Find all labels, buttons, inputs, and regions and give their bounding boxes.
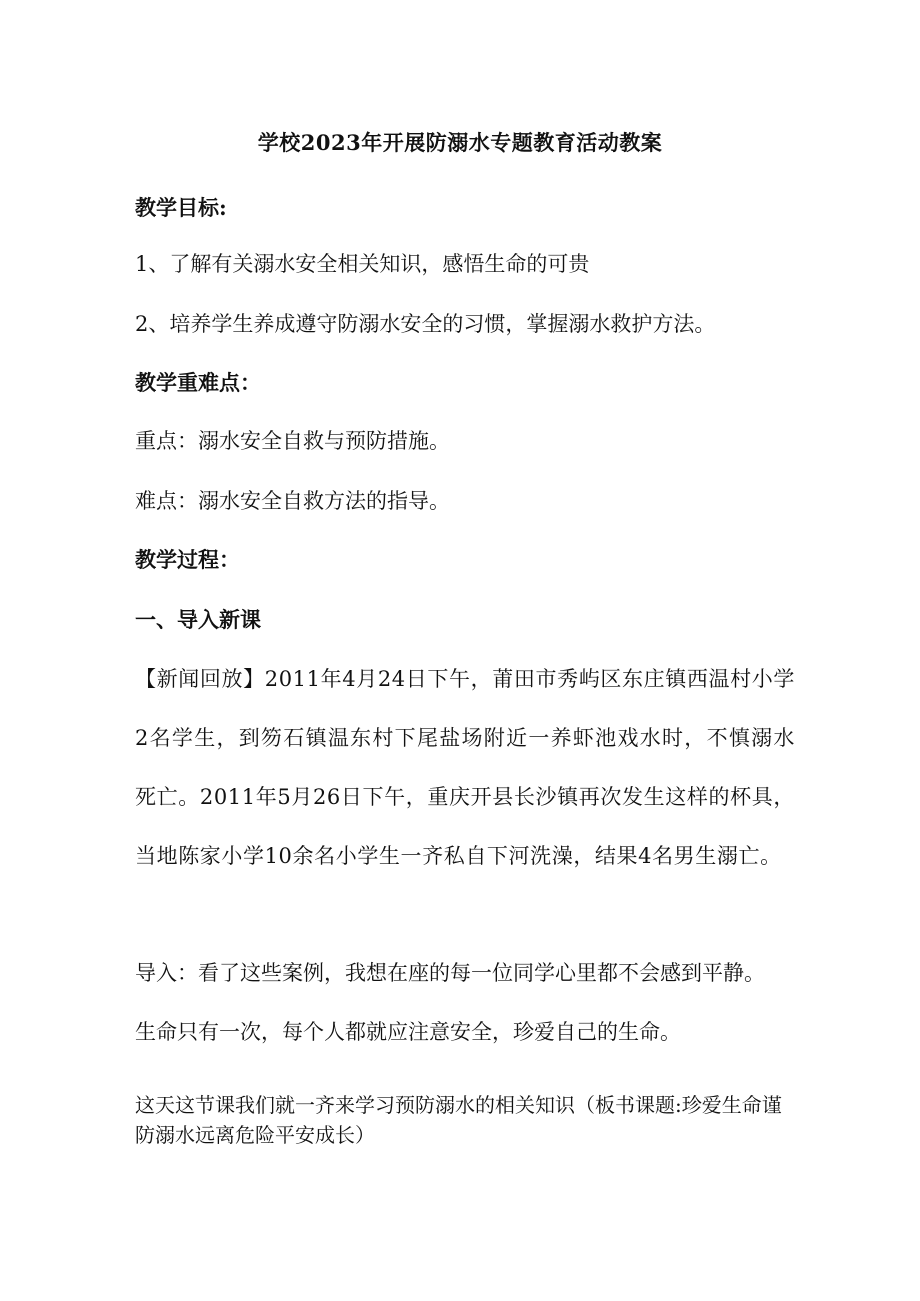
objective-2: 2、培养学生养成遵守防溺水安全的习惯，掌握溺水救护方法。 — [135, 312, 716, 336]
key-points-heading: 教学重难点： — [135, 370, 261, 395]
intro-line-2: 生命只有一次，每个人都就应注意安全，珍爱自己的生命。 — [135, 1020, 681, 1044]
document-title: 学校2023年开展防溺水专题教育活动教案 — [257, 130, 663, 155]
section-1-heading: 一、导入新课 — [135, 607, 261, 632]
closing-paragraph: 这天这节课我们就一齐来学习预防溺水的相关知识（板书课题:珍爱生命谨防溺水远离危险平安成长） — [135, 1093, 782, 1147]
news-paragraph: 【新闻回放】2011年4月24日下午，莆田市秀屿区东庄镇西温村小学2名学生，到笏石镇温东村下尾盐场附近一养虾池戏水时，不慎溺水死亡。2011年5月26日下午，重庆开县长沙镇再次发生这样的杯具，当地陈家小学10余名小学生一齐私自下河洗澡，结果4名男生溺亡。 — [135, 667, 795, 868]
intro-line-1: 导入：看了这些案例，我想在座的每一位同学心里都不会感到平静。 — [135, 961, 765, 985]
difficult-point: 难点：溺水安全自救方法的指导。 — [135, 489, 450, 513]
objectives-heading: 教学目标: — [135, 195, 227, 220]
process-heading: 教学过程： — [135, 547, 240, 572]
key-point: 重点：溺水安全自救与预防措施。 — [135, 429, 450, 453]
objective-1: 1、了解有关溺水安全相关知识，感悟生命的可贵 — [135, 252, 590, 276]
